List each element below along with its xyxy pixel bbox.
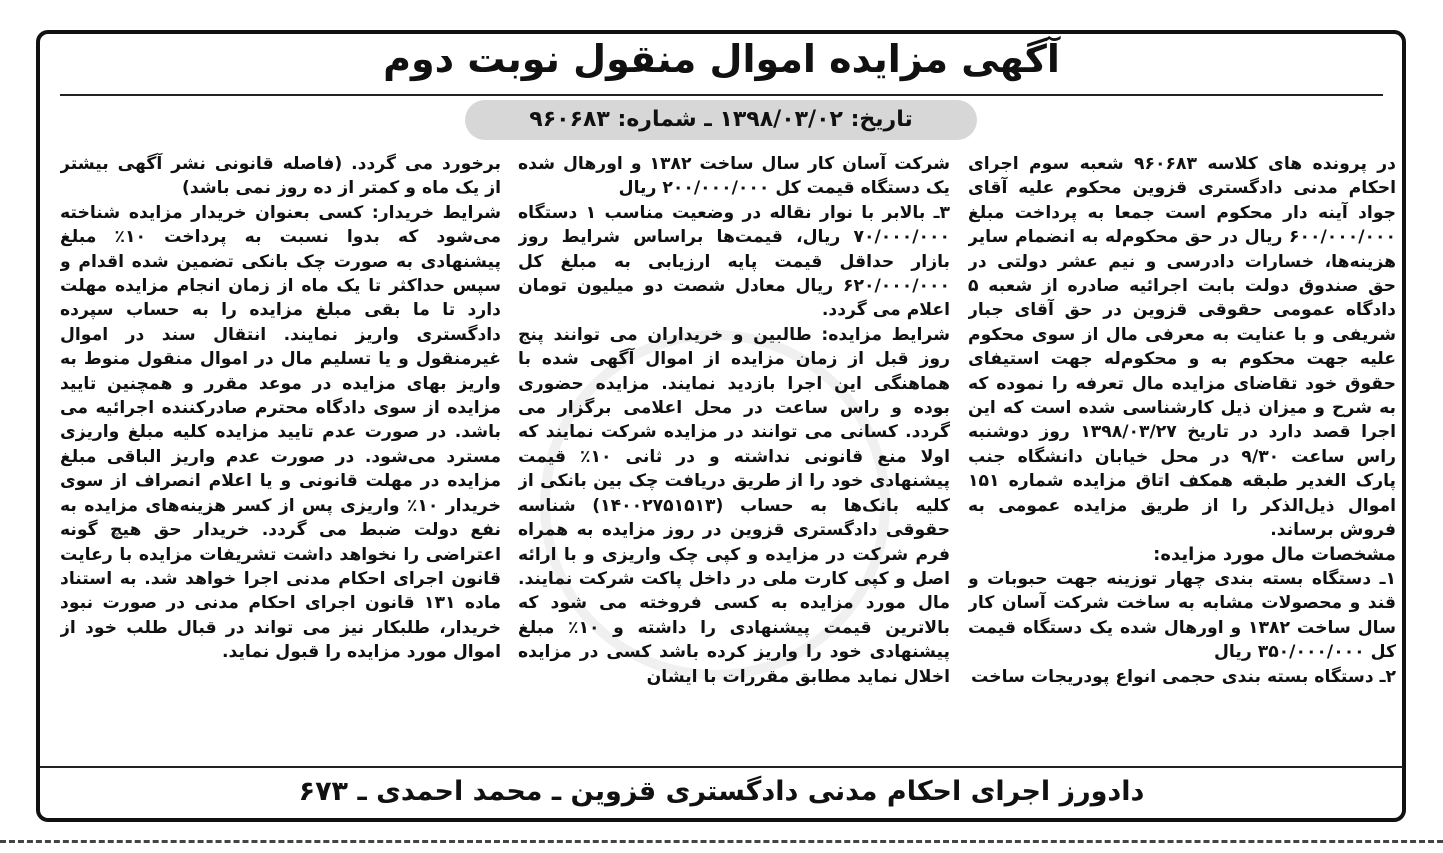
intro-paragraph: در پرونده های کلاسه ۹۶۰۶۸۳ شعبه سوم اجرای احکام مدنی دادگستری قزوین محکوم علیه آقای جواد آینه دار محکوم است جمعا به پرداخت مبلغ ۶۰۰/۰۰۰/۰۰۰ ریال در حق محکوم‌له به انضمام سایر هزینه‌ها، خسارات دادرسی و نیم عشر دولتی در حق صندوق دولت بابت اجرائیه صادره از شعبه ۵ دادگاه عمومی حقوقی قزوین در حق آقای جبار شریفی و با عنایت به معرفی مال از سوی محکوم علیه جهت محکوم به و محکوم‌له جهت استیفای حقوق خود تقاضای مزایده مال تعرفه را نموده که به شرح و میزان ذیل کارشناسی شده است که این اجرا قصد دارد در تاریخ ۱۳۹۸/۰۳/۲۷ روز دوشنبه راس ساعت ۹/۳۰ در محل خیابان دانشگاه جنب پارک الغدیر طبقه همکف اتاق مزایده شماره ۱۵۱ اموال ذیل‌الذکر را از طریق مزایده عمومی به فروش برساند. [968,154,1396,541]
column-middle [518,152,950,758]
footer-divider [40,766,1403,768]
item-2-end: شرکت آسان کار سال ساخت ۱۳۸۲ و اورهال شده یک دستگاه قیمت کل ۲۰۰/۰۰۰/۰۰۰ ریال [518,154,950,199]
item-1: ۱ـ دستگاه بسته بندی چهار توزینه جهت حبوبات و قند و محصولات مشابه به ساخت شرکت آسان کار سال ساخت ۱۳۸۲ و اورهال شده یک دستگاه قیمت کل ۳۵۰/۰۰۰/۰۰۰ ریال [968,568,1396,663]
conditions-continuation: برخورد می گردد. (فاصله قانونی نشر آگهی بیشتر از یک ماه و کمتر از ده روز نمی باشد) [60,154,501,199]
title-divider [60,94,1383,96]
auction-conditions: شرایط مزایده: طالبین و خریداران می توانند پنج روز قبل از زمان مزایده از اموال آگهی شده با هماهنگی این اجرا بازدید نمایند. مزایده حضوری بوده و راس ساعت در محل اعلامی برگزار می گردد. کسانی می توانند در مزایده شرکت نمایند که اولا منع قانونی نداشته و در ثانی ۱۰٪ قیمت پیشنهادی خود را از طریق دریافت چک بین بانکی از کلیه بانک‌ها به حساب (۱۴۰۰۲۷۵۱۵۱۳) شناسه حقوقی دادگستری قزوین در روز مزایده به همراه فرم شرکت در مزایده و کپی چک واریزی و با ارائه اصل و کپی کارت ملی در داخل پاکت شرکت نمایند. مال مورد مزایده به کسی فروخته می شود که بالاترین قیمت پیشنهادی را داشته و ۱۰٪ مبلغ پیشنهادی خود را واریز کرده باشد کسی در مزایده اخلال نماید مطابق مقررات با ایشان [518,324,950,687]
column-right [968,152,1396,758]
date-number-banner: تاریخ: ۱۳۹۸/۰۳/۰۲ ـ شماره: ۹۶۰۶۸۳ [465,100,977,140]
buyer-terms: شرایط خریدار: کسی بعنوان خریدار مزایده شناخته می‌شود که بدوا نسبت به پرداخت ۱۰٪ مبلغ پیشنهادی به صورت چک بانکی تضمین شده اقدام و سپس حداکثر تا یک ماه از زمان انجام مزایده مهلت دارد تا ما بقی مبلغ مزایده را به حساب سپرده دادگستری واریز نمایند. انتقال سند در اموال غیرمنقول و یا تسلیم مال در اموال منقول منوط به واریز بهای مزایده در موعد مقرر و همچنین تایید مزایده از سوی دادگاه محترم صادرکننده اجرائیه می باشد. در صورت عدم تایید مزایده کلیه مبلغ واریزی مسترد می‌شود. در صورت عدم واریز الباقی مبلغ مزایده در مهلت قانونی و یا اعلام انصراف از سوی خریدار ۱۰٪ واریزی پس از کسر هزینه‌های مزایده به نفع دولت ضبط می گردد. خریدار حق هیچ گونه اعتراضی را نخواهد داشت تشریفات مزایده با رعایت قانون اجرای احکام مدنی اجرا خواهد شد. به استناد ماده ۱۳۱ قانون اجرای احکام مدنی در صورت نبود خریدار، طلبکار نیز می تواند در قبال طلب خود از اموال مورد مزایده را قبول نماید. [60,202,501,663]
items-heading: مشخصات مال مورد مزایده: [1153,543,1396,565]
cut-line [0,840,1443,843]
item-2-start: ۲ـ دستگاه بسته بندی حجمی انواع پودریجات ساخت [970,666,1396,687]
signature-line: دادورز اجرای احکام مدنی دادگستری قزوین ـ محمد احمدی ـ ۶۷۳ [298,776,1145,807]
notice-title: آگهی مزایده اموال منقول نوبت دوم [383,37,1060,81]
item-3: ۳ـ بالابر با نوار نقاله در وضعیت مناسب ۱ دستگاه ۷۰/۰۰۰/۰۰۰ ریال، قیمت‌ها براساس شرایط روز بازار حداقل قیمت پایه ارزیابی به مبلغ کل ۶۲۰/۰۰۰/۰۰۰ ریال معادل شصت دو میلیون تومان اعلام می گردد. [518,202,950,321]
column-left [60,152,501,758]
